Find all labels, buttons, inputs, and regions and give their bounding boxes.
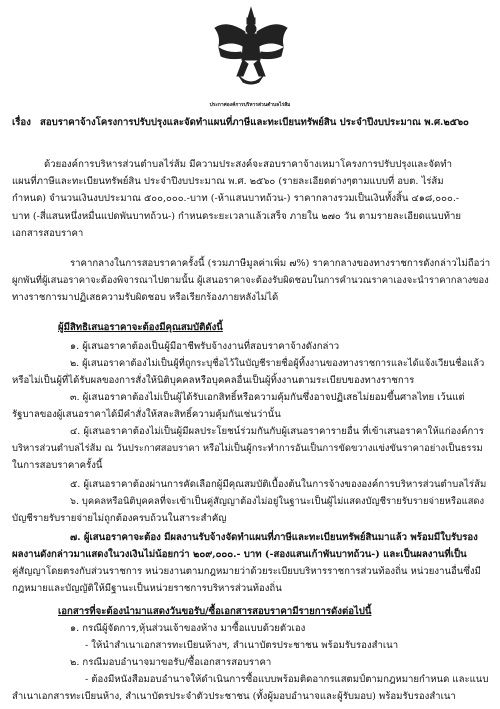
intro-line: เอกสารสอบราคา (12, 228, 84, 239)
qualification-line: หรือไม่เป็นผู้ที่ได้รับผลของการสั่งให้นิติบุคคลหรือบุคคลอื่นเป็นผู้ทิ้งงานตามระเบียบของทางราชการ (12, 375, 415, 386)
intro-line: บาท (-สี่แสนหนึ่งหมื่นแปดพันบาทถ้วน-) กำหนดระยะเวลาแล้วเสร็จ ภายใน ๒๗๐ วัน ตามรายละเอียดแนบท้าย (12, 211, 462, 222)
document-line: - ให้นำสำเนาเอกสารทะเบียนห้างฯ, สำเนาบัตรประชาชน พร้อมรับรองสำเนา (85, 640, 399, 651)
qualification-line: คู่สัญญาโดยตรงกับส่วนราชการ หน่วยงานตามกฎหมายว่าด้วยระเบียบบริหารราชการส่วนท้องถิ่น หน่วยงานอื่นซึ่งมี (12, 566, 481, 577)
qualification-line: บัญชีรายรับรายจ่ายไม่ถูกต้องครบถ้วนในสาระสำคัญ (12, 513, 227, 524)
documents-heading: เอกสารที่จะต้องนำมาแสดงวันขอรับ/ซื้อเอกสารสอบราคามีรายการดังต่อไปนี้ (58, 606, 372, 617)
qualification-line: ๗. ผู้เสนอราคาจะต้อง มีผลงานรับจ้างจัดทำแผนที่ภาษีและทะเบียนทรัพย์สินมาแล้ว พร้อมมีใบรับรอง (70, 532, 478, 543)
qualification-line: ๕. ผู้เสนอราคาต้องผ่านการคัดเลือกผู้มีคุณสมบัติเบื้องต้นในการจ้างขององค์การบริหารส่วนตำบลไร่ส้ม (70, 479, 487, 490)
qualification-line: ในการสอบราคาครั้งนี้ (12, 460, 103, 471)
subject-label: เรื่อง (12, 117, 31, 128)
intro-line: ราคากลางในการสอบราคาครั้งนี้ (รวมภาษีมูลค่าเพิ่ม ๗%) ราคากลางของทางราชการดังกล่าวไม่ถือว่า (70, 258, 491, 269)
garuda-emblem-icon (213, 6, 289, 88)
subject-text: สอบราคาจ้างโครงการปรับปรุงและจัดทำแผนที่ภาษีและทะเบียนทรัพย์สิน ประจำปีงบประมาณ พ.ศ.๒๕๖๐ (40, 117, 469, 128)
document-line: ๑. กรณีผู้จัดการ,หุ้นส่วนเจ้าของห้าง มาซื้อแบบด้วยตัวเอง (70, 623, 306, 634)
intro-line: ทางราชการมาปฏิเสธความรับผิดชอบ หรือเรียกร้องภายหลังไม่ได้ (12, 292, 279, 303)
intro-line: กำหนด) จำนวนเงินงบประมาณ ๕๐๐,๐๐๐.-บาท (-ห้าแสนบาทถ้วน-) ราคากลางรวมเป็นเงินทั้งสิ้น ๔๑๘,๐๐๐.- (12, 193, 460, 204)
qualification-line: กฎหมายและบัญญัติให้มีฐานะเป็นหน่วยราชการบริหารส่วนท้องถิ่น (12, 583, 282, 594)
intro-line: ผูกพันที่ผู้เสนอราคาจะต้องพิจารณาไปตามนั้น ผู้เสนอราคาจะต้องรับผิดชอบในการคำนวณราคาเองจะนำราคากลางของ (12, 275, 489, 286)
qualification-line: ๑. ผู้เสนอราคาต้องเป็นผู้มีอาชีพรับจ้างงานที่สอบราคาจ้างดังกล่าว (70, 341, 340, 352)
qualification-line: ผลงานดังกล่าวมาแสดงในวงเงินไม่น้อยกว่า ๒๐๙,๐๐๐.- บาท (-สองแสนเก้าพันบาทถ้วน-) และเป็นผลงานที่เป็น (12, 549, 467, 560)
document-line: ๒. กรณีมอบอำนาจมาขอรับ/ซื้อเอกสารสอบราคา (70, 657, 272, 668)
announcement-title: ประกาศองค์การบริหารส่วนตำบลไร่ส้ม (209, 102, 291, 108)
document-line: - ต้องมีหนังสือมอบอำนาจให้ดำเนินการซื้อแบบพร้อมติดอากรแสตมป์ตามกฎหมายกำหนด และแนบ (85, 674, 489, 685)
qualification-line: ๓. ผู้เสนอราคาต้องไม่เป็นผู้ได้รับเอกสิทธิ์หรือความคุ้มกันซึ่งอาจปฏิเสธไม่ยอมขึ้นศาลไทย เว้นแต่ (70, 392, 465, 403)
qualification-line: ๒. ผู้เสนอราคาต้องไม่เป็นผู้ที่ถูกระบุชื่อไว้ในบัญชีรายชื่อผู้ทิ้งงานของทางราชการและได้แจ้งเวียนชื่อแล้ว (70, 358, 485, 369)
document-line: สำเนาเอกสารทะเบียนห้าง, สำเนาบัตรประจำตัวประชาชน (ทั้งผู้มอบอำนาจและผู้รับมอบ) พร้อมรับรองสำเนา (12, 691, 456, 702)
intro-line: แผนที่ภาษีและทะเบียนทรัพย์สิน ประจำปีงบประมาณ พ.ศ. ๒๕๖๐ (รายละเอียดต่างๆตามแบบที่ อบต. ไร่ส้ม (12, 176, 444, 187)
qualifications-heading: ผู้มีสิทธิเสนอราคาจะต้องมีคุณสมบัติดังนี้ (58, 322, 223, 333)
qualification-line: รัฐบาลของผู้เสนอราคาได้มีคำสั่งให้สละสิทธิ์ความคุ้มกันเช่นว่านั้น (12, 409, 281, 420)
intro-line: ด้วยองค์การบริหารส่วนตำบลไร่ส้ม มีความประสงค์จะสอบราคาจ้างเหมาโครงการปรับปรุงและจัดทำ (44, 159, 452, 170)
qualification-line: บริหารส่วนตำบลไร่ส้ม ณ วันประกาศสอบราคา หรือไม่เป็นผู้กระทำการอันเป็นการขัดขวางแข่งขันราคาอย่างเป็นธรรม (12, 443, 483, 454)
qualification-line: ๔. ผู้เสนอราคาต้องไม่เป็นผู้มีผลประโยชน์ร่วมกันกับผู้เสนอราคารายอื่น ที่เข้าเสนอราคาให้แก่องค์การ (70, 426, 484, 437)
qualification-line: ๖. บุคคลหรือนิติบุคคลที่จะเข้าเป็นคู่สัญญาต้องไม่อยู่ในฐานะเป็นผู้ไม่แสดงบัญชีรายรับรายจ่ายหรือแสดง (70, 496, 485, 507)
